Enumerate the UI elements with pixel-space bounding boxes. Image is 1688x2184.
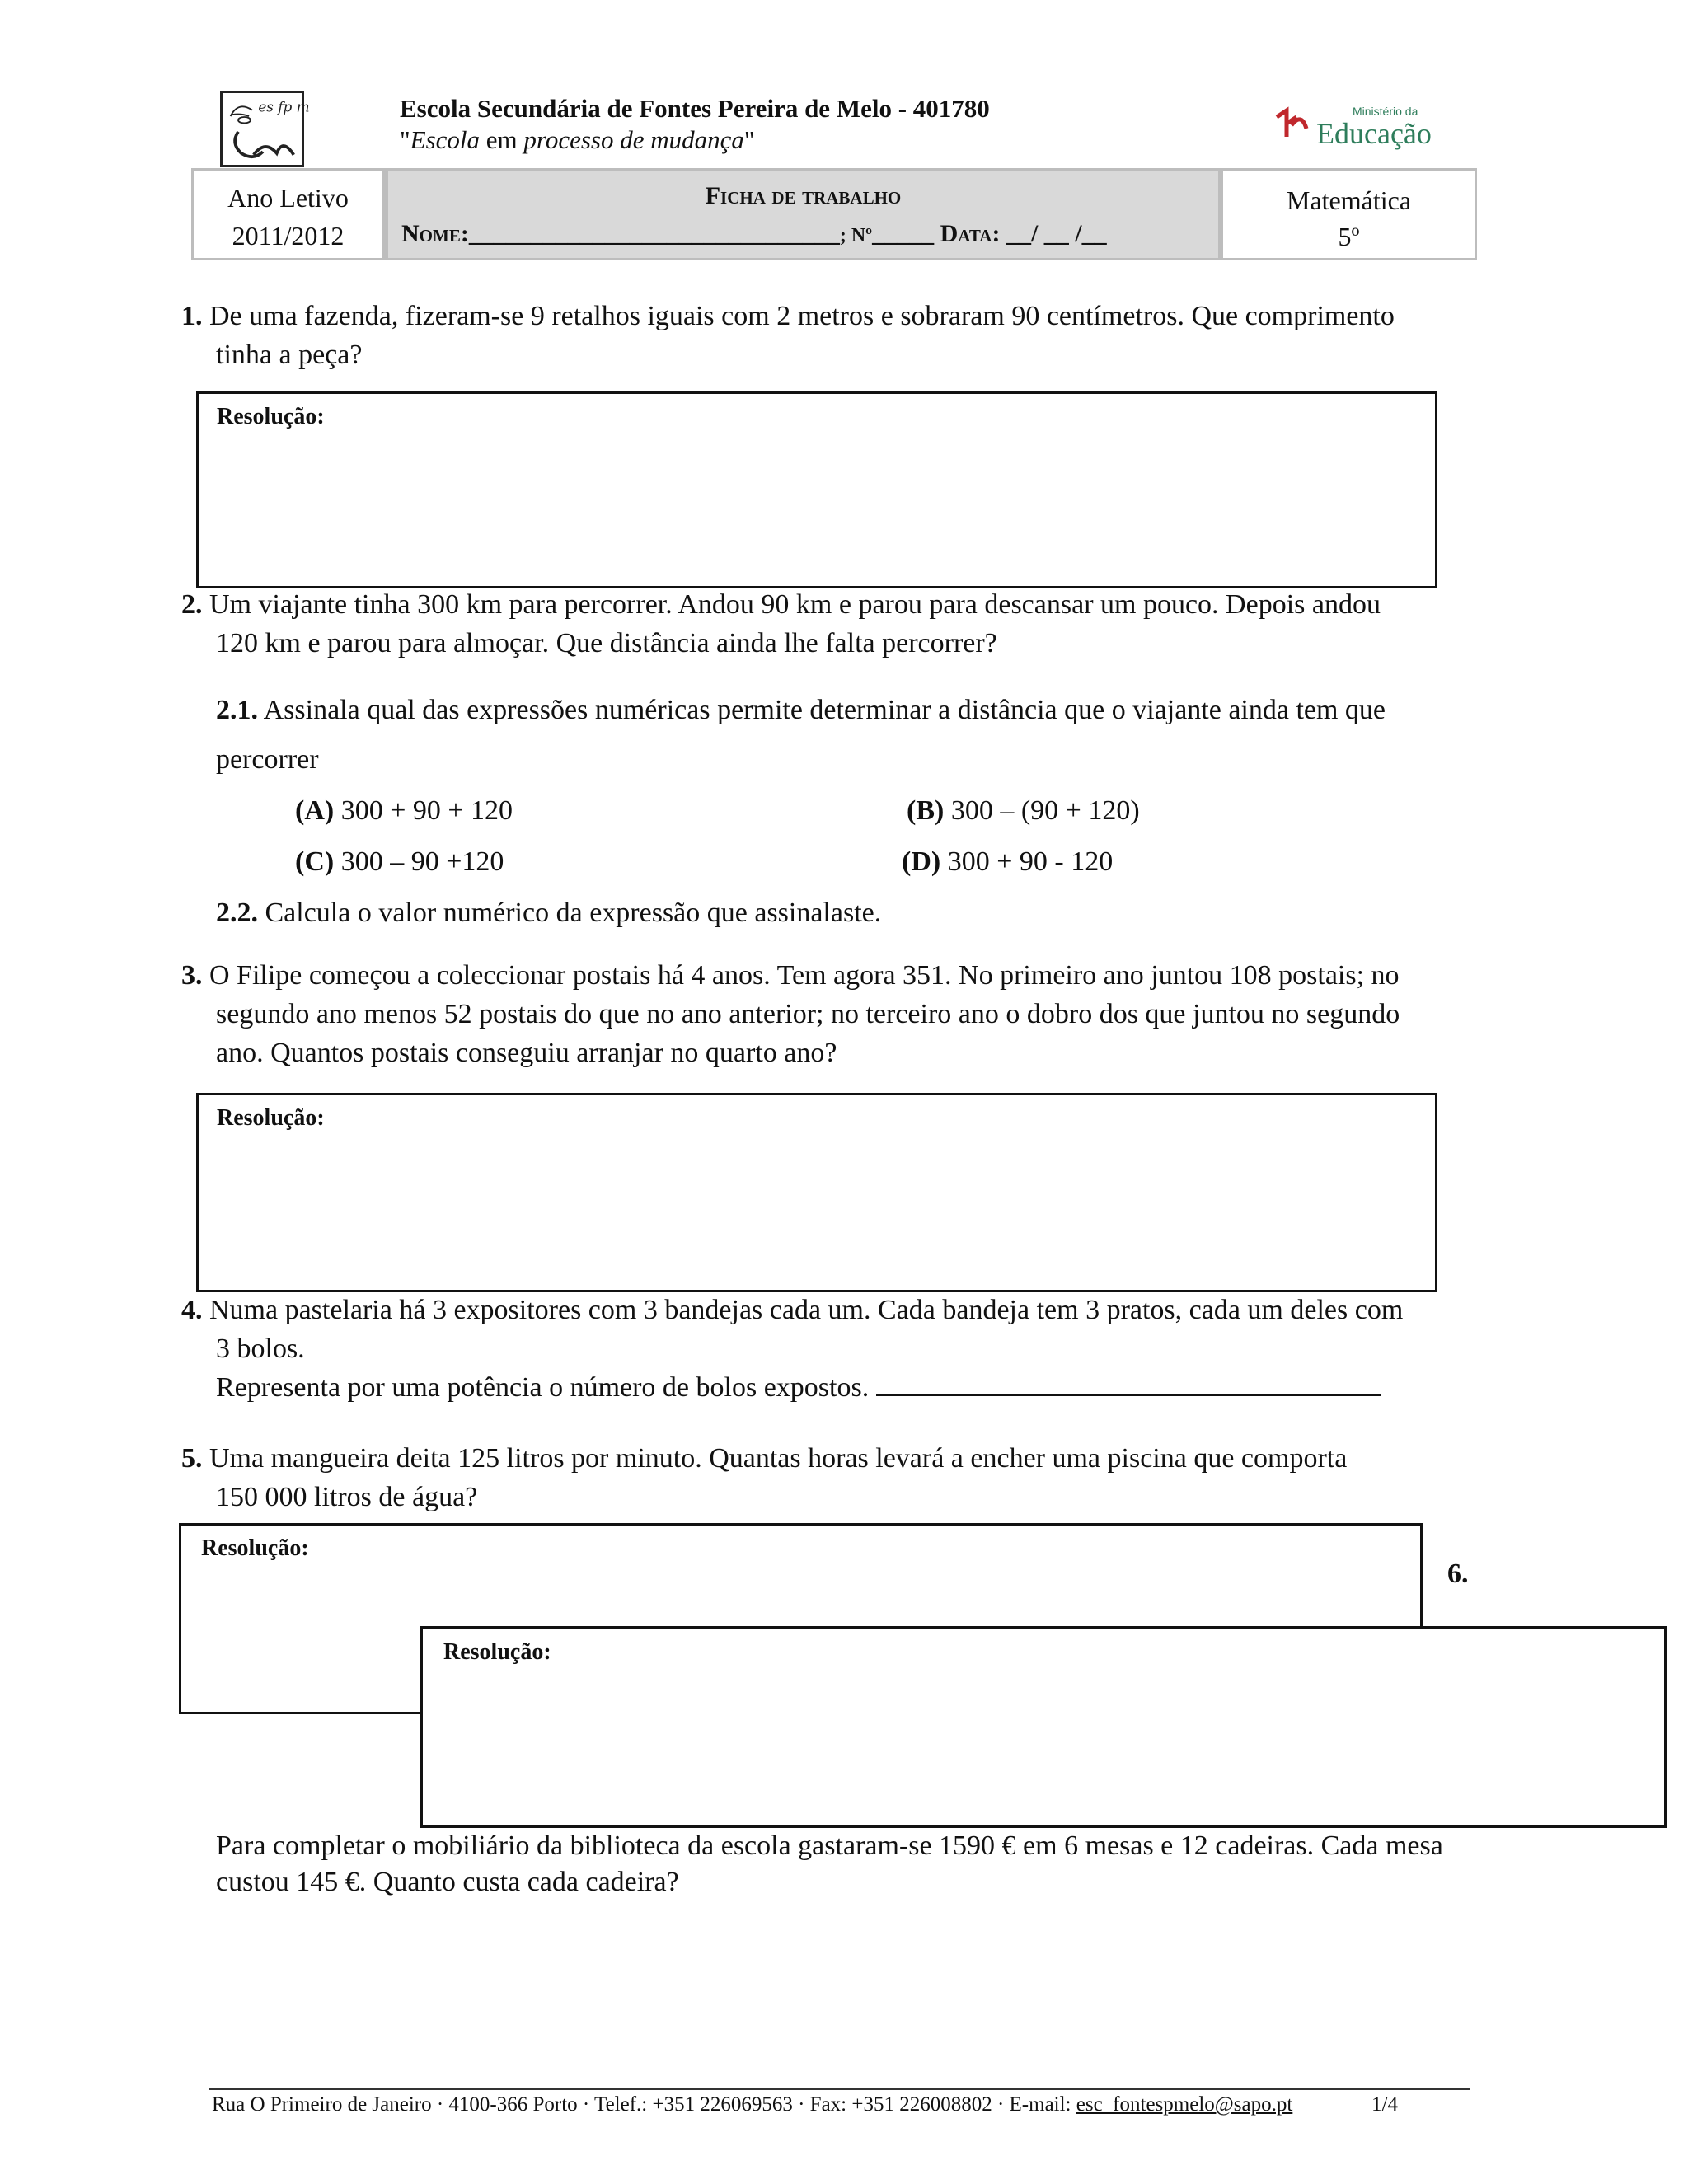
question-1-answer-box[interactable] xyxy=(196,391,1437,588)
option-a-label: (A) xyxy=(295,795,335,826)
question-5-line-1: Uma mangueira deita 125 litros por minuto. Quantas horas levará a encher uma piscina que comporta xyxy=(209,1443,1348,1474)
question-3-line-2: segundo ano menos 52 postais do que no ano anterior; no terceiro ano o dobro dos que juntou no segundo xyxy=(216,999,1400,1029)
name-label: Nome: xyxy=(401,220,469,247)
svg-text:es fp m: es fp m xyxy=(258,98,310,115)
question-4-line-2: 3 bolos. xyxy=(216,1333,305,1364)
question-4-prompt: Representa por uma potência o número de bolos expostos. xyxy=(216,1372,870,1403)
question-2-line-1: Um viajante tinha 300 km para percorrer. Andou 90 km e parou para descansar um pouco. Depois andou xyxy=(209,589,1381,620)
question-5-line-2: 150 000 litros de água? xyxy=(216,1482,478,1512)
ministry-logo xyxy=(1273,101,1430,152)
question-2-number: 2. xyxy=(181,589,203,620)
header-table xyxy=(191,168,1477,260)
option-b-label: (B) xyxy=(907,795,945,826)
footer-address: Rua O Primeiro de Janeiro · 4100-366 Porto · Telef.: +351 226069563 · Fax: +351 226008802 · E-mail: xyxy=(212,2093,1076,2116)
question-4-number: 4. xyxy=(181,1295,203,1325)
question-5 xyxy=(181,1439,1347,1479)
worksheet-title: Ficha de trabalho xyxy=(705,182,902,209)
question-2-2-text: Calcula o valor numérico da expressão que assinalaste. xyxy=(265,898,882,928)
question-1-number: 1. xyxy=(181,301,203,331)
question-6-answer-box[interactable] xyxy=(420,1626,1667,1828)
question-2-1 xyxy=(216,691,1386,730)
option-d-expression: 300 + 90 - 120 xyxy=(947,846,1114,877)
question-4-line-1: Numa pastelaria há 3 expositores com 3 bandejas cada um. Cada bandeja tem 3 pratos, cada um deles com xyxy=(209,1295,1404,1325)
date-label: Data: xyxy=(940,220,1001,247)
number-field[interactable]: _____ xyxy=(872,220,935,247)
school-motto: "Escola em processo de mudança" xyxy=(400,125,755,154)
number-label: ; Nº xyxy=(839,225,873,246)
option-a[interactable] xyxy=(295,791,513,831)
question-2-line-2: 120 km e parou para almoçar. Que distância ainda lhe falta percorrer? xyxy=(216,628,997,658)
question-2-1-number: 2.1. xyxy=(216,695,258,725)
footer-email-link[interactable]: esc_fontespmelo@sapo.pt xyxy=(1076,2093,1293,2116)
subject-cell xyxy=(1223,171,1475,258)
question-1-line-2: tinha a peça? xyxy=(216,340,363,370)
option-c-expression: 300 – 90 +120 xyxy=(340,846,504,877)
question-4-line-3 xyxy=(216,1368,1381,1408)
date-field[interactable]: __/ __ /__ xyxy=(1000,220,1107,247)
footer-divider xyxy=(209,2088,1470,2090)
question-3-resolution-label: Resolução: xyxy=(217,1105,325,1131)
question-3-answer-box[interactable] xyxy=(196,1093,1437,1292)
question-1-resolution-label: Resolução: xyxy=(217,404,325,429)
worksheet-title-cell xyxy=(386,171,1223,258)
question-3-number: 3. xyxy=(181,960,203,991)
question-4 xyxy=(181,1291,1403,1330)
option-b[interactable] xyxy=(907,791,1140,831)
question-2-1-line-1: Assinala qual das expressões numéricas permite determinar a distância que o viajante ainda tem que xyxy=(263,695,1386,725)
question-1 xyxy=(181,297,1395,336)
question-6-resolution-label: Resolução: xyxy=(443,1639,551,1665)
school-year-cell xyxy=(194,171,386,258)
option-b-expression: 300 – (90 + 120) xyxy=(950,795,1140,826)
question-3 xyxy=(181,956,1400,996)
footer-contact xyxy=(212,2093,1292,2116)
option-c-label: (C) xyxy=(295,846,335,877)
question-2-1-line-2: percorrer xyxy=(216,744,319,775)
question-6-number: 6. xyxy=(1447,1558,1469,1589)
subject-name: Matemática xyxy=(1286,185,1412,215)
question-3-line-1: O Filipe começou a coleccionar postais há 4 anos. Tem agora 351. No primeiro ano juntou 108 postais; no xyxy=(209,960,1400,991)
name-field[interactable]: ______________________________ xyxy=(468,220,840,247)
school-year-value: 2011/2012 xyxy=(232,221,345,251)
svg-text:Educação: Educação xyxy=(1316,117,1432,150)
question-1-line-1: De uma fazenda, fizeram-se 9 retalhos iguais com 2 metros e sobraram 90 centímetros. Que comprimento xyxy=(209,301,1395,331)
option-d[interactable] xyxy=(902,842,1113,882)
question-5-number: 5. xyxy=(181,1443,203,1474)
school-logo xyxy=(220,91,310,167)
option-a-expression: 300 + 90 + 120 xyxy=(340,795,513,826)
school-year-label: Ano Letivo xyxy=(227,183,349,213)
question-2-2-number: 2.2. xyxy=(216,898,258,928)
svg-text:Ministério da: Ministério da xyxy=(1353,105,1418,118)
question-2-2 xyxy=(216,893,881,933)
question-2 xyxy=(181,585,1381,625)
question-6-line-2: custou 145 €. Quanto custa cada cadeira? xyxy=(216,1867,679,1897)
question-5-resolution-label: Resolução: xyxy=(201,1535,309,1561)
page-number: 1/4 xyxy=(1372,2093,1398,2116)
option-d-label: (D) xyxy=(902,846,941,877)
question-4-answer-line[interactable] xyxy=(876,1369,1381,1396)
student-info-line xyxy=(401,220,1107,248)
question-6-line-1: Para completar o mobiliário da biblioteca da escola gastaram-se 1590 € em 6 mesas e 12 cadeiras. Cada mesa xyxy=(216,1830,1443,1861)
option-c[interactable] xyxy=(295,842,504,882)
grade-level: 5º xyxy=(1338,222,1360,251)
question-3-line-3: ano. Quantos postais conseguiu arranjar no quarto ano? xyxy=(216,1038,837,1068)
school-logo-graphic xyxy=(223,93,310,165)
school-name: Escola Secundária de Fontes Pereira de Melo - 401780 xyxy=(400,94,990,123)
